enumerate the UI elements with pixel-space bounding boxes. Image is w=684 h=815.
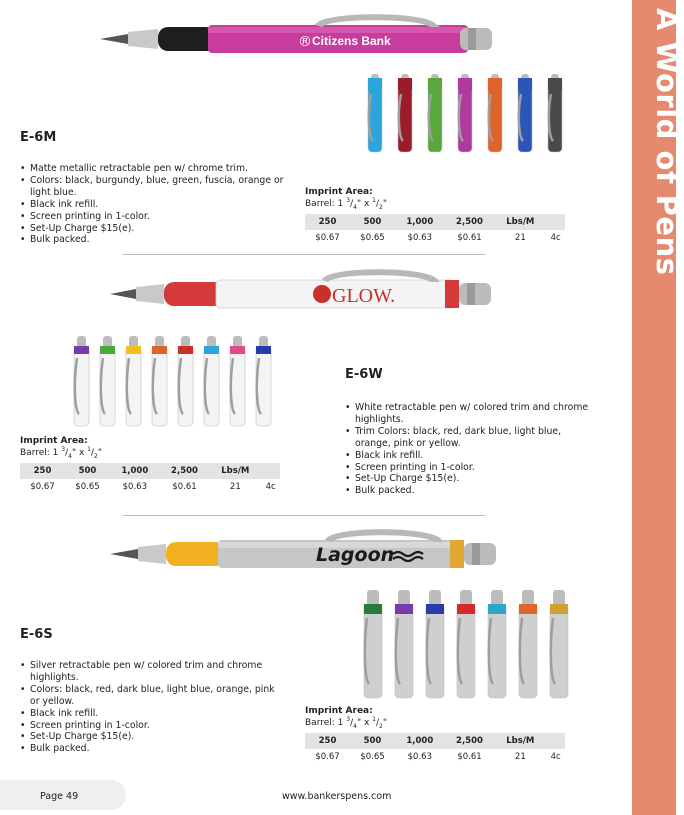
logo-glow: GLOW. bbox=[332, 285, 396, 307]
feature-item: • Silver retractable pen w/ colored trim and chrome highlights. bbox=[20, 660, 280, 684]
price-header: 500 bbox=[65, 463, 110, 479]
imprint-title: Imprint Area: bbox=[20, 436, 88, 446]
pen-variant bbox=[364, 590, 382, 698]
price-value: $0.63 bbox=[407, 233, 432, 243]
feature-item: • Bulk packed. bbox=[345, 485, 595, 497]
price-header: 2,500 bbox=[445, 733, 495, 749]
feature-item: • Screen printing in 1-color. bbox=[20, 720, 280, 732]
imprint-info bbox=[20, 436, 102, 460]
feature-item: • Black ink refill. bbox=[20, 708, 280, 720]
pen-variant bbox=[204, 336, 219, 426]
price-value: 21 bbox=[514, 233, 526, 243]
imprint-size: Barrel: 1 $^3/_4$" x $^1/_2$" bbox=[305, 716, 387, 730]
pen-variants-e6w bbox=[74, 336, 284, 431]
price-value: 21 bbox=[229, 482, 241, 492]
pen-variant bbox=[152, 336, 167, 426]
pen-variant bbox=[550, 590, 568, 698]
price-value: $0.67 bbox=[315, 752, 340, 762]
pen-e6s-image bbox=[110, 530, 505, 575]
price-header: 2,500 bbox=[160, 463, 210, 479]
price-value: 4c bbox=[550, 752, 561, 762]
feature-list bbox=[345, 402, 595, 497]
price-value: $0.61 bbox=[172, 482, 197, 492]
price-header: 250 bbox=[20, 463, 65, 479]
price-value: 21 bbox=[514, 752, 526, 762]
price-value: $0.63 bbox=[122, 482, 147, 492]
website-link[interactable]: www.bankerspens.com bbox=[282, 791, 392, 802]
pen-variant bbox=[428, 74, 442, 152]
price-header: 500 bbox=[350, 733, 395, 749]
feature-item: • Set-Up Charge $15(e). bbox=[20, 731, 280, 743]
price-value: $0.65 bbox=[360, 233, 385, 243]
price-header: 1,000 bbox=[110, 463, 160, 479]
feature-item: • Bulk packed. bbox=[20, 743, 280, 755]
price-header bbox=[546, 733, 565, 749]
pen-variant bbox=[548, 74, 562, 152]
pen-variants-e6m bbox=[368, 74, 568, 154]
pen-variants-e6s bbox=[364, 590, 584, 702]
price-value-row bbox=[305, 230, 565, 246]
price-header: Lbs/M bbox=[494, 733, 546, 749]
feature-item: • Set-Up Charge $15(e). bbox=[345, 473, 595, 485]
pen-variant bbox=[519, 590, 537, 698]
feature-item: • Colors: black, red, dark blue, light blue, orange, pink or yellow. bbox=[20, 684, 280, 708]
pen-variant bbox=[178, 336, 193, 426]
price-value-row bbox=[20, 479, 280, 495]
price-value: $0.61 bbox=[457, 752, 482, 762]
imprint-info bbox=[305, 187, 387, 211]
price-header: 1,000 bbox=[395, 733, 445, 749]
price-header: 1,000 bbox=[395, 214, 445, 230]
pen-variant bbox=[100, 336, 115, 426]
catalog-title: A World of Pens bbox=[650, 8, 684, 276]
product-code: E-6W bbox=[345, 367, 383, 382]
product-code: E-6M bbox=[20, 130, 57, 145]
price-value: $0.61 bbox=[457, 233, 482, 243]
price-value: $0.67 bbox=[315, 233, 340, 243]
price-header bbox=[261, 463, 280, 479]
pen-variant bbox=[256, 336, 271, 426]
feature-list bbox=[20, 163, 290, 246]
pen-variant bbox=[74, 336, 89, 426]
feature-item: • Black ink refill. bbox=[20, 199, 290, 211]
feature-item: • Bulk packed. bbox=[20, 234, 290, 246]
price-value: $0.67 bbox=[30, 482, 55, 492]
feature-item: • Set-Up Charge $15(e). bbox=[20, 223, 290, 235]
price-value: 4c bbox=[550, 233, 561, 243]
price-table bbox=[20, 463, 280, 495]
price-value: $0.65 bbox=[360, 752, 385, 762]
price-table bbox=[305, 214, 565, 246]
logo-citizens: Citizens Bank bbox=[312, 34, 391, 48]
page-number: Page 49 bbox=[40, 791, 79, 802]
price-header: 250 bbox=[305, 214, 350, 230]
imprint-info bbox=[305, 706, 387, 730]
pen-variant bbox=[395, 590, 413, 698]
logo-mark: ® bbox=[298, 34, 312, 50]
product-code: E-6S bbox=[20, 627, 53, 642]
price-value: $0.65 bbox=[75, 482, 100, 492]
price-header: 2,500 bbox=[445, 214, 495, 230]
pen-variant bbox=[126, 336, 141, 426]
pen-variant bbox=[230, 336, 245, 426]
pen-variant bbox=[457, 590, 475, 698]
price-value-row bbox=[305, 749, 565, 765]
pen-e6w-image bbox=[110, 270, 500, 315]
pen-variant bbox=[488, 590, 506, 698]
pen-variant bbox=[368, 74, 382, 152]
feature-item: • Colors: black, burgundy, blue, green, fuscia, orange or light blue. bbox=[20, 175, 290, 199]
imprint-size: Barrel: 1 $^3/_4$" x $^1/_2$" bbox=[20, 446, 102, 460]
pen-variant bbox=[458, 74, 472, 152]
feature-item: • Screen printing in 1-color. bbox=[345, 462, 595, 474]
pen-variant bbox=[398, 74, 412, 152]
price-header: 500 bbox=[350, 214, 395, 230]
feature-item: • White retractable pen w/ colored trim and chrome highlights. bbox=[345, 402, 595, 426]
price-header: Lbs/M bbox=[494, 214, 546, 230]
price-value: 4c bbox=[265, 482, 276, 492]
feature-list bbox=[20, 660, 280, 755]
divider bbox=[123, 254, 485, 255]
price-header bbox=[546, 214, 565, 230]
price-table bbox=[305, 733, 565, 765]
imprint-title: Imprint Area: bbox=[305, 706, 373, 716]
logo-lagoon: Lagoon bbox=[316, 544, 395, 566]
price-header: 250 bbox=[305, 733, 350, 749]
pen-variant bbox=[488, 74, 502, 152]
feature-item: • Matte metallic retractable pen w/ chrome trim. bbox=[20, 163, 290, 175]
pen-variant bbox=[426, 590, 444, 698]
price-value: $0.63 bbox=[407, 752, 432, 762]
price-header-row bbox=[305, 214, 565, 230]
price-header-row bbox=[20, 463, 280, 479]
divider bbox=[123, 515, 485, 516]
imprint-title: Imprint Area: bbox=[305, 187, 373, 197]
imprint-size: Barrel: 1 $^3/_4$" x $^1/_2$" bbox=[305, 197, 387, 211]
pen-variant bbox=[518, 74, 532, 152]
pen-e6m-image bbox=[100, 15, 510, 60]
price-header: Lbs/M bbox=[209, 463, 261, 479]
price-header-row bbox=[305, 733, 565, 749]
feature-item: • Trim Colors: black, red, dark blue, light blue, orange, pink or yellow. bbox=[345, 426, 595, 450]
feature-item: • Black ink refill. bbox=[345, 450, 595, 462]
feature-item: • Screen printing in 1-color. bbox=[20, 211, 290, 223]
